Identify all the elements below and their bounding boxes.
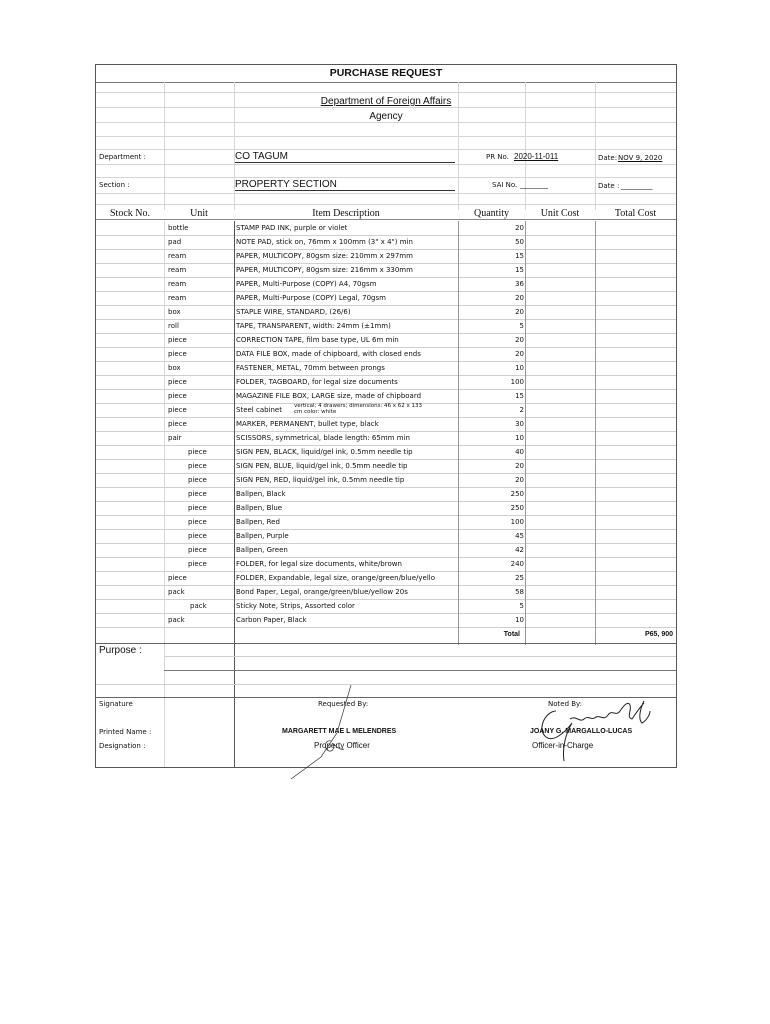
item-unit: box [168,364,181,372]
grid-row [96,194,676,205]
table-row [96,347,676,361]
item-quantity: 10 [515,616,524,624]
table-vline-desc [234,221,235,767]
item-unit: piece [188,462,207,470]
table-row [96,473,676,487]
sai-no-value: ________ [520,181,548,189]
table-row [96,501,676,515]
item-unit: ream [168,266,187,274]
table-row [96,487,676,501]
item-unit: piece [168,420,187,428]
item-unit: piece [188,546,207,554]
total-value: P65, 900 [644,631,673,638]
grid-row [96,123,676,137]
item-quantity: 5 [519,602,524,610]
item-quantity: 25 [515,574,524,582]
header-item-description: Item Description [312,208,380,219]
department-value: CO TAGUM [235,151,455,163]
item-description: DATA FILE BOX, made of chipboard, with closed ends [236,350,421,358]
item-quantity: 20 [515,336,524,344]
row-line [96,627,676,628]
table-row [96,529,676,543]
header-quantity: Quantity [474,208,509,219]
item-description: PAPER, Multi-Purpose (COPY) Legal, 70gsm [236,294,386,302]
item-description: Ballpen, Purple [236,532,289,540]
table-row [96,305,676,319]
item-quantity: 20 [515,476,524,484]
table-row [96,291,676,305]
item-quantity: 100 [510,378,524,386]
designation-label: Designation : [99,742,146,750]
table-vline-totalcost [595,221,596,645]
total-label: Total [503,631,520,638]
purchase-request-form [95,64,677,768]
purpose-line [164,656,676,657]
item-quantity: 5 [519,322,524,330]
item-description-note: vertical; 4 drawers; dimensions: 46 x 62 x 133 cm color: white [294,403,423,415]
item-description: Ballpen, Green [236,546,288,554]
table-row [96,445,676,459]
item-description: Ballpen, Black [236,490,286,498]
date-value-2: _________ [621,182,653,190]
grid-row [96,82,676,93]
item-description: Sticky Note, Strips, Assorted color [236,602,355,610]
item-unit: piece [188,504,207,512]
table-row [96,333,676,347]
item-unit: box [168,308,181,316]
table-row [96,235,676,249]
item-quantity: 2 [519,406,524,414]
header-unit: Unit [190,208,208,219]
table-row [96,431,676,445]
item-description: STAMP PAD INK, purple or violet [236,224,348,232]
section-value: PROPERTY SECTION [235,179,455,191]
item-description: SIGN PEN, RED, liquid/gel ink, 0.5mm needle tip [236,476,405,484]
date-label: Date: [598,154,618,162]
item-unit: pair [168,434,182,442]
item-quantity: 20 [515,308,524,316]
item-unit: roll [168,322,179,330]
header-total-cost: Total Cost [614,208,657,219]
table-row [96,459,676,473]
table-vline-qty [458,221,459,645]
purpose-label: Purpose : [99,645,142,656]
item-unit: piece [188,560,207,568]
item-unit: bottle [168,224,189,232]
noter-name: JOANY G. MARGALLO-LUCAS [530,728,633,735]
header-stock-no: Stock No. [110,208,150,219]
item-quantity: 40 [515,448,524,456]
item-unit: piece [168,392,187,400]
table-row [96,249,676,263]
item-unit: ream [168,252,187,260]
item-unit: ream [168,280,187,288]
item-description: Steel cabinet [236,406,282,414]
item-quantity: 36 [515,280,524,288]
purpose-line [164,670,676,671]
item-quantity: 15 [515,266,524,274]
item-quantity: 58 [515,588,524,596]
item-quantity: 100 [510,518,524,526]
item-unit: piece [168,378,187,386]
table-vline-unit [164,221,165,767]
purpose-line [96,684,676,685]
item-quantity: 15 [515,392,524,400]
table-row [96,319,676,333]
printed-name-label: Printed Name : [99,728,152,736]
item-description: FASTENER, METAL, 70mm between prongs [236,364,385,372]
item-description: FOLDER, TAGBOARD, for legal size documents [236,378,398,386]
noted-by-label: Noted By: [548,700,583,708]
item-quantity: 250 [510,504,524,512]
table-row [96,557,676,571]
item-unit: ream [168,294,187,302]
items-table [96,221,676,643]
table-row [96,263,676,277]
table-row [96,599,676,613]
table-row [96,403,676,417]
section-label: Section : [99,181,130,189]
table-row [96,585,676,599]
item-quantity: 42 [515,546,524,554]
item-unit: piece [188,518,207,526]
noter-signature-icon [524,695,664,765]
item-description: PAPER, Multi-Purpose (COPY) A4, 70gsm [236,280,377,288]
table-row [96,571,676,585]
department-label: Department : [99,153,146,161]
department-name: Department of Foreign Affairs [320,96,452,107]
pr-no-label: PR No. [486,153,509,161]
item-description: Ballpen, Red [236,518,280,526]
item-unit: pack [190,602,207,610]
item-quantity: 10 [515,434,524,442]
item-quantity: 10 [515,364,524,372]
item-quantity: 50 [515,238,524,246]
item-description: SCISSORS, symmetrical, blade length: 65mm min [236,434,410,442]
header-unit-cost: Unit Cost [540,208,580,219]
item-description: SIGN PEN, BLACK, liquid/gel ink, 0.5mm needle tip [236,448,413,456]
item-description: FOLDER, Expandable, legal size, orange/green/blue/yello [236,574,436,582]
item-unit: pad [168,238,182,246]
date-label-2: Date : [598,182,620,190]
pr-no-value: 2020-11-011 [514,152,559,161]
grid-row [96,165,676,178]
item-unit: piece [168,336,187,344]
item-quantity: 20 [515,462,524,470]
table-row [96,389,676,403]
item-description: MAGAZINE FILE BOX, LARGE size, made of chipboard [236,392,422,400]
noter-designation: Officer-in-Charge [532,741,594,750]
total-row-line [96,643,676,644]
item-description: TAPE, TRANSPARENT, width: 24mm (±1mm) [236,322,391,330]
table-row [96,221,676,235]
item-quantity: 20 [515,294,524,302]
item-unit: piece [168,574,187,582]
item-description: PAPER, MULTICOPY, 80gsm size: 216mm x 330mm [236,266,413,274]
item-description: CORRECTION TAPE, film base type, UL 6m min [236,336,399,344]
table-row [96,515,676,529]
table-row [96,375,676,389]
table-row [96,277,676,291]
item-unit: piece [188,448,207,456]
item-description: SIGN PEN, BLUE, liquid/gel ink, 0.5mm needle tip [236,462,408,470]
item-unit: piece [188,532,207,540]
item-description: Ballpen, Blue [236,504,283,512]
item-description: MARKER, PERMANENT, bullet type, black [236,420,379,428]
item-unit: piece [188,476,207,484]
requester-name: MARGARETT MAE L MELENDRES [282,728,397,735]
table-vline-unitcost [525,221,526,645]
item-description: Bond Paper, Legal, orange/green/blue/yellow 20s [236,588,408,596]
date-value: NOV 9, 2020 [618,154,663,162]
form-title: PURCHASE REQUEST [96,65,676,83]
item-description: Carbon Paper, Black [236,616,307,624]
requester-designation: Property Officer [314,741,370,750]
table-row [96,361,676,375]
item-quantity: 240 [510,560,524,568]
item-unit: pack [168,588,185,596]
agency-label: Agency [369,111,403,122]
sai-no-label: SAI No. [492,181,518,189]
item-description: STAPLE WIRE, STANDARD, (26/6) [236,308,351,316]
item-quantity: 250 [510,490,524,498]
item-description: FOLDER, for legal size documents, white/brown [236,560,402,568]
requester-signature-icon [281,683,361,779]
item-unit: pack [168,616,185,624]
table-row [96,543,676,557]
item-unit: piece [168,350,187,358]
table-row [96,417,676,431]
item-unit: piece [188,490,207,498]
item-quantity: 30 [515,420,524,428]
signature-label: Signature [99,700,133,708]
item-description: PAPER, MULTICOPY, 80gsm size: 210mm x 297mm [236,252,413,260]
table-row [96,613,676,627]
item-description: NOTE PAD, stick on, 76mm x 100mm (3" x 4") min [236,238,413,246]
item-quantity: 20 [515,350,524,358]
item-unit: piece [168,406,187,414]
item-quantity: 45 [515,532,524,540]
requested-by-label: Requested By: [318,700,369,708]
item-quantity: 20 [515,224,524,232]
item-quantity: 15 [515,252,524,260]
grid-row [96,137,676,150]
